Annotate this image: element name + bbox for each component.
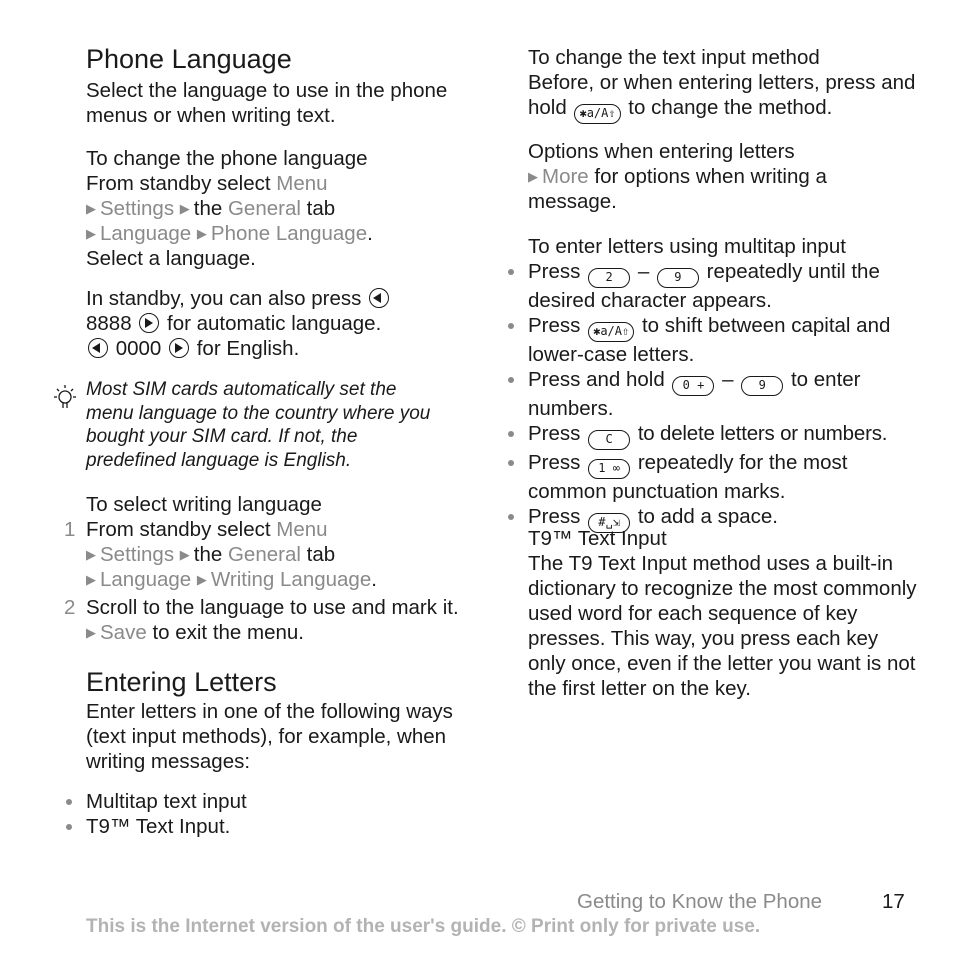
- nav-right-icon: [169, 338, 189, 358]
- change-language-heading: To change the phone language: [86, 147, 368, 170]
- arrow-right-icon: ▶: [86, 625, 96, 640]
- change-language-line4: Select a language.: [86, 247, 256, 270]
- step-item: 1 From standby select Menu ▶ Settings ▶ the General tab ▶ Language ▶ Writing Language.: [64, 518, 377, 591]
- change-method-section: [528, 45, 918, 124]
- multitap-list: [528, 259, 918, 533]
- standby-shortcut: In standby, you can also press 8888 for automatic language. 0000 for English.: [86, 286, 476, 361]
- tip-box: [86, 378, 446, 472]
- key-2-icon: 2: [588, 268, 630, 288]
- nav-left-icon: [88, 338, 108, 358]
- footer-disclaimer: This is the Internet version of the user's guide. © Print only for private use.: [86, 916, 761, 937]
- list-item: Press ✱a/A⇧ to shift between capital and lower-case letters.: [528, 313, 918, 367]
- arrow-right-icon: ▶: [86, 201, 96, 216]
- list-item: Press #␣⇲ to add a space.: [528, 504, 918, 533]
- arrow-right-icon: ▶: [86, 547, 96, 562]
- options-heading: Options when entering letters: [528, 140, 795, 163]
- star-key-icon: ✱a/A⇧: [574, 104, 620, 124]
- list-item: Press and hold 0 + – 9 to enter numbers.: [528, 367, 918, 421]
- phone-language-intro: Select the language to use in the phone menus or when writing text.: [86, 79, 448, 127]
- t9-section: [528, 526, 918, 701]
- nav-right-icon: [139, 313, 159, 333]
- change-language-line1: From standby select Menu: [86, 172, 328, 195]
- arrow-right-icon: ▶: [196, 572, 207, 587]
- key-9-icon: 9: [741, 376, 783, 396]
- change-language-line2: ▶ Settings ▶ the General tab: [86, 197, 336, 220]
- arrow-right-icon: ▶: [196, 226, 207, 241]
- key-c-icon: C: [588, 430, 630, 450]
- list-item: Press 1 ∞ repeatedly for the most common punctuation marks.: [528, 450, 918, 504]
- entering-letters-intro: Enter letters in one of the following ways (text input methods), for example, when writing messages:: [86, 700, 453, 773]
- t9-heading: T9™ Text Input: [528, 527, 667, 550]
- arrow-right-icon: ▶: [179, 547, 190, 562]
- change-method-text: Before, or when entering letters, press and hold ✱a/A⇧ to change the method.: [528, 70, 918, 124]
- footer-section-label: Getting to Know the Phone: [577, 890, 823, 913]
- key-1-icon: 1 ∞: [588, 459, 630, 479]
- page-number: 17: [882, 890, 905, 913]
- options-text: ▶ More for options when writing a message.: [528, 165, 827, 213]
- entering-letters-heading: Entering Letters: [86, 667, 277, 697]
- change-language-section: [86, 146, 476, 271]
- arrow-right-icon: ▶: [179, 201, 190, 216]
- list-item: Press C to delete letters or numbers.: [528, 421, 918, 450]
- writing-language-steps: [64, 517, 476, 645]
- change-language-line3: ▶ Language ▶ Phone Language.: [86, 222, 373, 245]
- hash-key-icon: #␣⇲: [588, 513, 630, 533]
- multitap-section: [528, 234, 918, 533]
- t9-text: The T9 Text Input method uses a built-in dictionary to recognize the most commonly used word for each sequence of key presses. This way, you press each key only once, even if the letter you want is not the first letter on the key.: [528, 552, 917, 700]
- key-0-icon: 0 +: [672, 376, 714, 396]
- key-9-icon: 9: [657, 268, 699, 288]
- list-item: Multitap text input: [86, 789, 476, 814]
- arrow-right-icon: ▶: [528, 169, 538, 184]
- list-item: T9™ Text Input.: [86, 814, 476, 839]
- menu-link: Menu: [276, 172, 328, 195]
- multitap-heading: To enter letters using multitap input: [528, 235, 846, 258]
- entering-letters-section: [86, 667, 476, 839]
- lightbulb-icon: [52, 384, 78, 410]
- star-key-icon: ✱a/A⇧: [588, 322, 634, 342]
- step-item: 2 Scroll to the language to use and mark it. ▶ Save to exit the menu.: [64, 596, 459, 644]
- arrow-right-icon: ▶: [86, 572, 96, 587]
- change-method-heading: To change the text input method: [528, 46, 820, 69]
- writing-language-section: [64, 492, 476, 645]
- tip-text: Most SIM cards automatically set the menu language to the country where you bought your SIM card. If not, the predefined language is English.: [86, 379, 431, 471]
- list-item: Press 2 – 9 repeatedly until the desired character appears.: [528, 259, 918, 313]
- writing-language-heading: To select writing language: [86, 493, 322, 516]
- phone-language-heading: Phone Language: [86, 44, 292, 74]
- arrow-right-icon: ▶: [86, 226, 96, 241]
- phone-language-section: [86, 44, 476, 128]
- nav-left-icon: [369, 288, 389, 308]
- options-section: [528, 139, 918, 214]
- input-methods-list: [86, 789, 476, 839]
